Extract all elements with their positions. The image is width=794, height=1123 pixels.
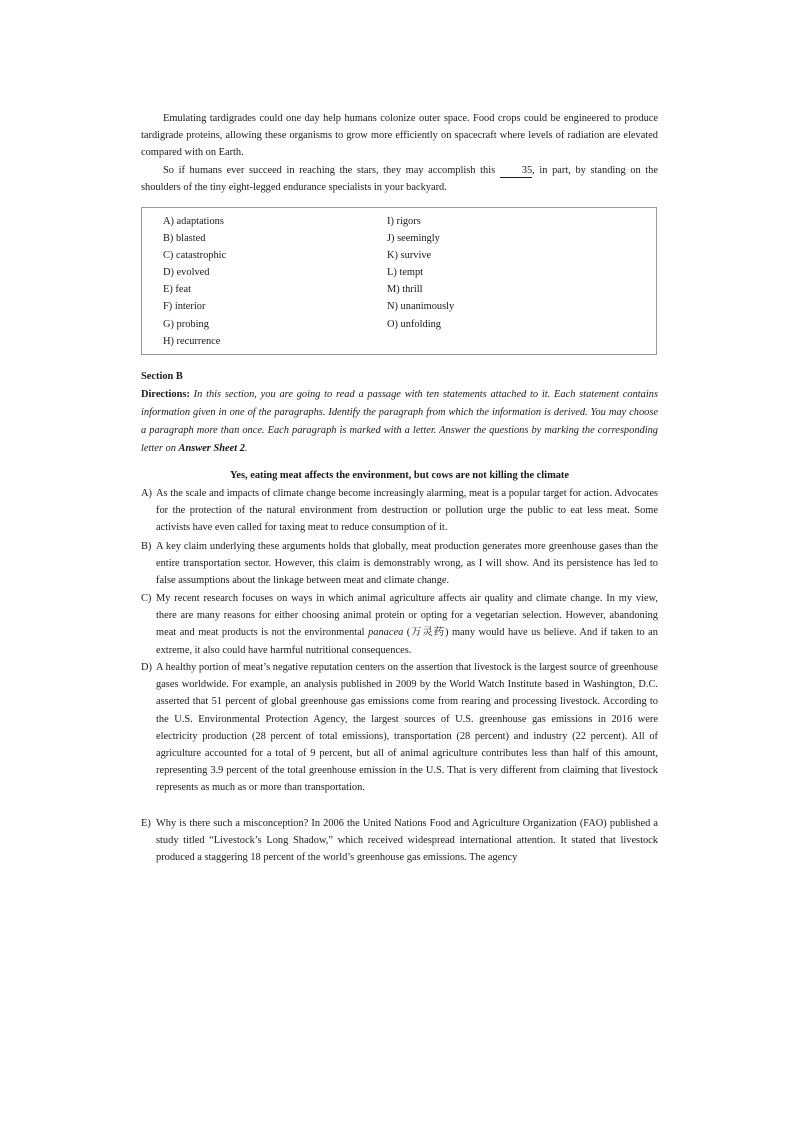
paragraph-letter: D) [141,662,152,673]
paragraph-letter: C) [141,593,152,604]
word-bank-left-column [163,213,226,350]
paragraph-letter: E) [141,818,151,829]
paragraph-text [156,590,658,659]
paragraph-letter: B) [141,541,152,552]
intro-paragraph-1: Emulating tardigrades could one day help humans colonize outer space. Food crops could be engineered to produce tardigrade proteins, allowing these organisms to grow more efficiently on spacecraft where levels of radiation are elevated compared with on Earth. [141,113,658,159]
answer-sheet-label: Answer Sheet 2 [178,443,245,454]
word-option: D) evolved [163,267,210,279]
directions-end: . [244,443,248,454]
intro-paragraph-2-end: , in part, by standing on the shoulders of the tiny eight-legged endurance specialists in your backyard. [141,165,658,194]
intro-paragraph-2 [141,162,658,196]
word-option: C) catastrophic [163,250,227,262]
paragraph-text-end: (万灵药) many would have us believe. And if taken to an extreme, it also could have harmful nutritional consequences. [156,627,658,656]
paragraph-c [141,590,658,659]
word-option: O) unfolding [387,318,441,330]
blank-35: 35 [500,165,532,178]
passage-title: Yes, eating meat affects the environment, but cows are not killing the climate [230,470,569,481]
word-option: J) seemingly [387,233,440,245]
word-option: I) rigors [387,216,421,227]
word-option: K) survive [387,250,432,262]
word-bank-box [141,207,657,355]
word-option: M) thrill [387,284,423,296]
word-bank-right-column [387,213,454,333]
word-option: N) unanimously [387,301,455,313]
paragraph-text-start: My recent research focuses on ways in which animal agriculture affects air quality and climate change. In my view, there are many reasons for either choosing animal protein or opting for a vegetarian selection. However, abandoning meat and meat products is not the environmental [156,593,658,639]
word-option: H) recurrence [163,335,221,347]
paragraph-e [141,815,658,867]
word-option: L) tempt [387,267,424,279]
directions-text [141,386,658,458]
paragraph-text: Why is there such a misconception? In 2006 the United Nations Food and Agriculture Organization (FAO) published a study titled “Livestock’s Long Shadow,” which received widespread international attention. It stated that livestock produced a staggering 18 percent of the world’s greenhouse gas emissions. The agency [156,818,658,864]
section-heading: Section B [141,371,183,382]
paragraph-a [141,485,658,537]
word-option: G) probing [163,318,209,330]
word-option: E) feat [163,284,191,296]
paragraph-letter: A) [141,488,152,499]
word-option: A) adaptations [163,216,224,227]
directions-label: Directions: [141,389,190,400]
paragraph-b [141,538,658,590]
paragraph-text: A healthy portion of meat’s negative reputation centers on the assertion that livestock is the largest source of greenhouse gases worldwide. For example, an analysis published in 2009 by the World Watch Institute based in Washington, D.C. asserted that 51 percent of global greenhouse gas emissions come from rearing and processing livestock. According to the U.S. Environmental Protection Agency, the largest sources of U.S. greenhouse gas emissions in 2016 were electricity production (28 percent of total emissions), transportation (28 percent) and industry (22 percent). All of agriculture accounted for a total of 9 percent, but all of animal agriculture contributes less than half of this amount, representing 3.9 percent of the total greenhouse emission in the U.S. That is very different from claiming that livestock represents as much as or more than transportation. [156,662,658,794]
word-option: F) interior [163,301,206,313]
panacea-term: panacea [368,627,404,639]
directions-body: In this section, you are going to read a passage with ten statements attached to it. Each statement contains information given in one of the paragraphs. Identify the paragraph from which the information is derived. You may choose a paragraph more than once. Each paragraph is marked with a letter. Answer the questions by marking the corresponding letter on [141,389,658,454]
paragraph-text: A key claim underlying these arguments holds that globally, meat production generates more greenhouse gases than the entire transportation sector. However, this claim is demonstrably wrong, as I will show. And its persistence has led to false assumptions about the linkage between meat and climate change. [156,541,658,587]
intro-paragraph-2-start: So if humans ever succeed in reaching the stars, they may accomplish this [163,165,500,176]
paragraph-d [141,659,658,797]
word-option: B) blasted [163,233,206,245]
paragraph-text: As the scale and impacts of climate change become increasingly alarming, meat is a popular target for action. Advocates for the protection of the natural environment from destruction or pollution urge the public to eat less meat. Some activists have even called for taxing meat to reduce consumption of it. [156,488,658,534]
